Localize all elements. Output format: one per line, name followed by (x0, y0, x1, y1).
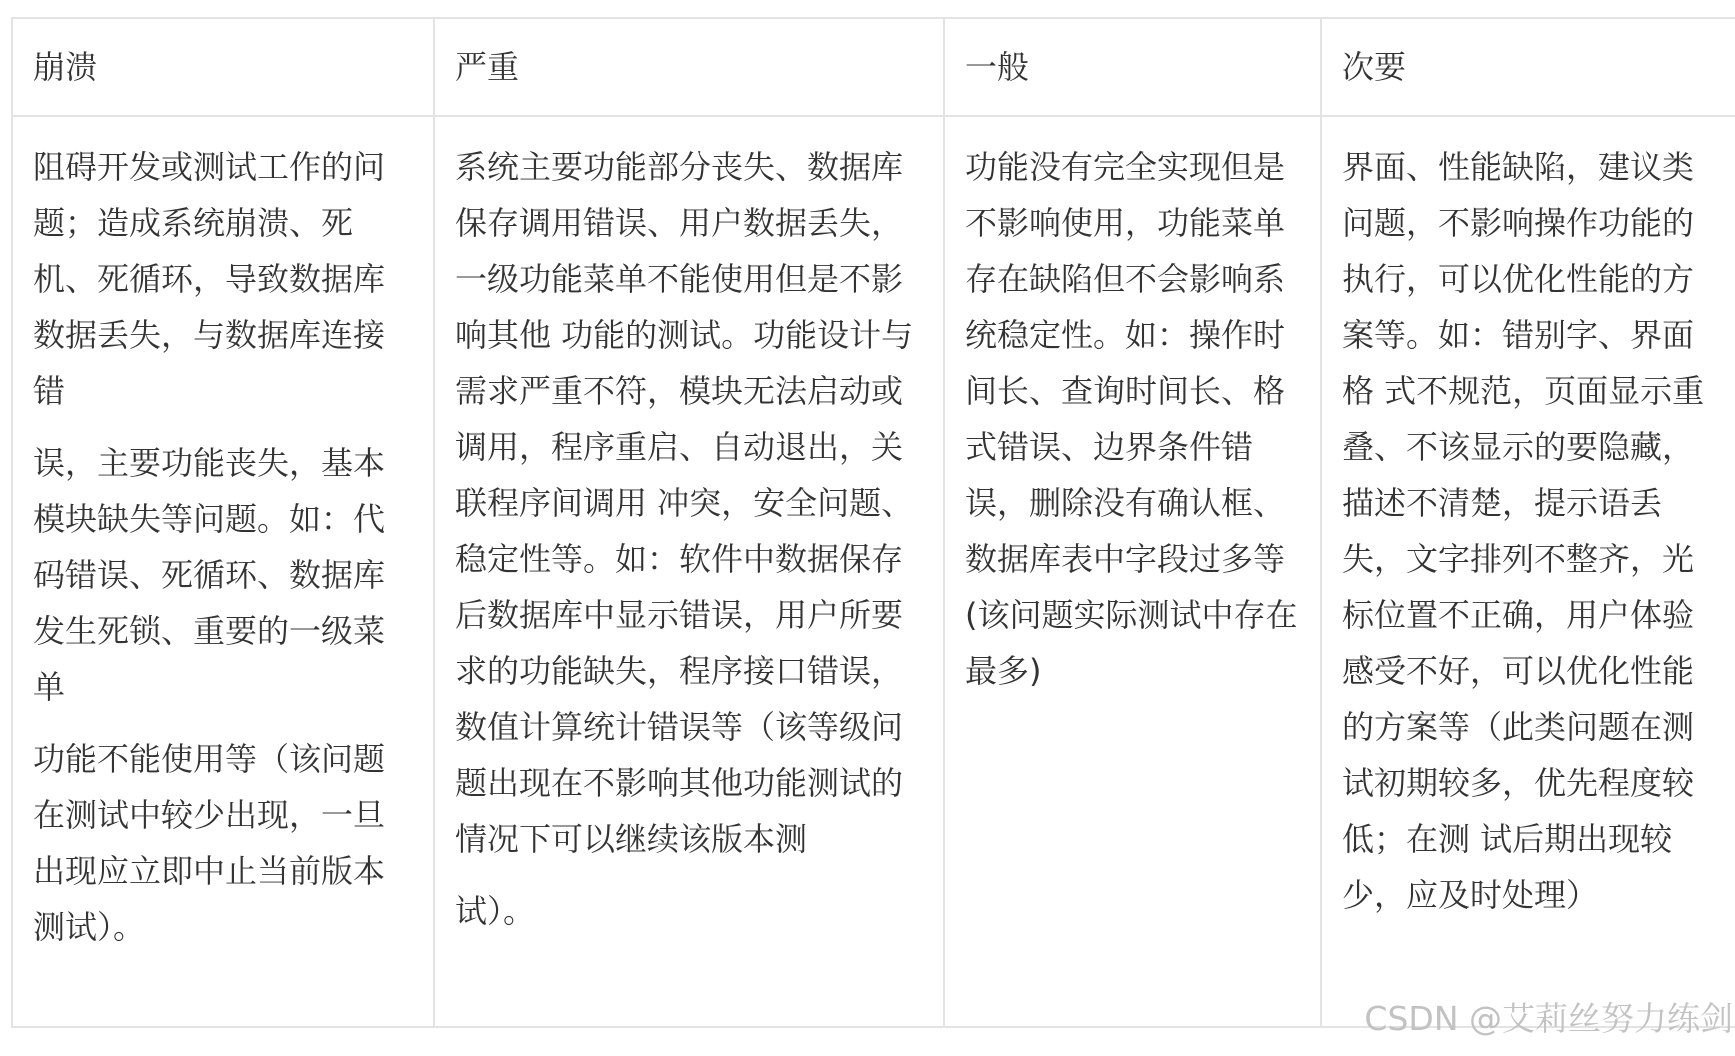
header-row (12, 18, 1735, 116)
csdn-watermark: CSDN @艾莉丝努力练剑 (1364, 999, 1733, 1038)
crash-paragraph-1: 阻碍开发或测试工作的问题；造成系统崩溃、死机、死循环，导致数据库数据丢失，与数据库连接错 (33, 148, 386, 410)
crash-paragraph-3: 功能不能使用等（该问题在测试中较少出现，一旦出现应立即中止当前版本测试）。 (33, 740, 386, 946)
table-body (12, 116, 1735, 1027)
cell-normal-description (944, 116, 1321, 1027)
header-minor: 次要 (1321, 18, 1735, 116)
defect-severity-table (11, 17, 1735, 1028)
header-severe: 严重 (434, 18, 944, 116)
cell-minor-description (1321, 116, 1735, 1027)
header-crash: 崩溃 (12, 18, 434, 116)
cell-crash-description (12, 116, 434, 1027)
cell-severe-description (434, 116, 944, 1027)
minor-paragraph-1: 界面、性能缺陷，建议类问题，不影响操作功能的执行，可以优化性能的方案等。如：错别字、界面格 式不规范，页面显示重叠、不该显示的要隐藏，描述不清楚，提示语丢失，文字排列不整齐，光标位置不正确，用户体验感受不好，可以优化性能的方案等（此类问题在测试初期较多，优先程度较低；在测 试后期出现较少，应及时处理） (1342, 148, 1705, 914)
severe-paragraph-2: 试）。 (455, 892, 536, 930)
severe-paragraph-1: 系统主要功能部分丧失、数据库保存调用错误、用户数据丢失，一级功能菜单不能使用但是不影响其他 功能的测试。功能设计与需求严重不符，模块无法启动或调用，程序重启、自动退出，关联程序间调用 冲突，安全问题、稳定性等。如：软件中数据保存后数据库中显示错误，用户所要求的功能缺失，程序接口错误，数值计算统计错误等（该等级问题出现在不影响其他功能测试的情况下可以继续该版本测 (455, 148, 914, 858)
table-header (12, 18, 1735, 116)
table-row (12, 116, 1735, 1027)
crash-paragraph-2: 误，主要功能丧失，基本模块缺失等问题。如：代码错误、死循环、数据库发生死锁、重要的一级菜单 (33, 444, 386, 706)
header-normal: 一般 (944, 18, 1321, 116)
normal-paragraph-1: 功能没有完全实现但是不影响使用，功能菜单存在缺陷但不会影响系统稳定性。如：操作时间长、查询时间长、格式错误、边界条件错误，删除没有确认框、数据库表中字段过多等(该问题实际测试中存在最多) (965, 148, 1298, 690)
severity-table-container (11, 17, 1735, 1028)
